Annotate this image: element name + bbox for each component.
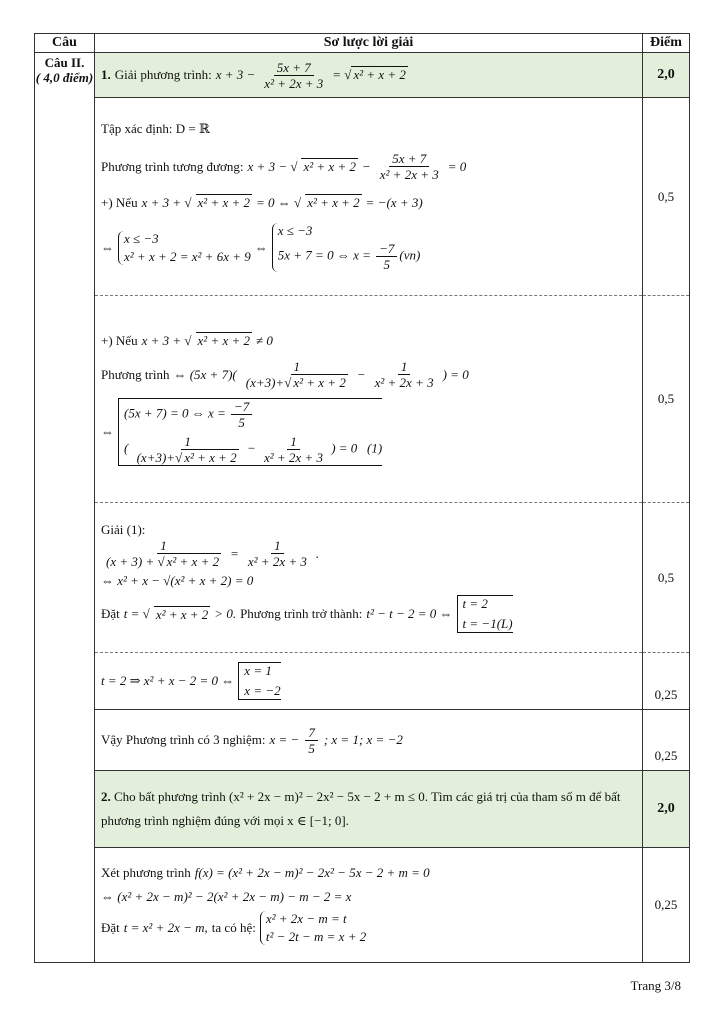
problem-1-num: 1. <box>101 67 111 82</box>
step-3-line-3: ⇔ x² + x − √(x² + x + 2) = 0 <box>101 573 254 588</box>
problem-2 <box>95 771 643 848</box>
step-2-line-2: Phương trình ⇔ (5x + 7)( $\frac{1}{\text{(x+3)+√ x² + x + 2}}$ − $\frac{1}{\text{x² + 2x + 3}}$ ) = 0 <box>101 359 469 390</box>
problem-1: 1. Giải phương trình: x + 3 − $\frac{5x + 7}{\text{x² + 2x + 3}}$ = √ x² + x + 2 <box>95 53 643 98</box>
step-7 <box>95 848 643 963</box>
points-step-1: 0,5 <box>643 98 690 296</box>
step-3-row <box>35 503 690 653</box>
points-step-2: 0,5 <box>643 296 690 503</box>
step-2-row <box>35 296 690 503</box>
step-1-row <box>35 98 690 296</box>
points-step-5: 0,25 <box>643 710 690 771</box>
problem-2-num: 2. <box>101 789 111 804</box>
step-3-line-2: $\frac{1}{\text{(x + 3) + √ x² + x + 2}}$ = $\frac{1}{\text{x² + 2x + 3}}$ . <box>106 538 320 569</box>
step-5 <box>95 710 643 771</box>
problem-2-text: Cho bất phương trình (x² + 2x − m)² − 2x² − 5x − 2 + m ≤ 0. Tìm các giá trị của tham số m để bất phương trình nghiệm đúng với mọi x ∈ [−1; 0]. <box>101 789 621 828</box>
header-cau: Câu <box>35 34 95 53</box>
question-points: ( 4,0 điểm) <box>35 70 94 85</box>
problem-2-row <box>35 771 690 848</box>
step-7-line-3: Đặt t = x² + 2x − m, ta có hệ: x² + 2x − m = t t² − 2t − m = x + 2 <box>101 911 367 944</box>
step-3-line-4: Đặt t = √ x² + x + 2 > 0. Phương trình trở thành: t² − t − 2 = 0 ⇔ t = 2 t = −1(L) <box>101 596 513 631</box>
points-problem-1: 2,0 <box>643 53 690 98</box>
step-4-row <box>35 653 690 710</box>
points-step-4: 0,25 <box>643 653 690 710</box>
points-step-7: 0,25 <box>643 848 690 963</box>
step-1-line-3: +) Nếu x + 3 + √ x² + x + 2 = 0 ⇔ √ x² + x + 2 = −(x + 3) <box>101 194 423 210</box>
step-1 <box>95 98 643 296</box>
header-diem: Điểm <box>643 34 690 53</box>
header-loi-giai: Sơ lược lời giải <box>95 34 643 53</box>
step-3-line-1: Giải (1): <box>101 522 146 537</box>
solution-table <box>34 33 690 963</box>
step-2-line-3: ⇔ (5x + 7) = 0 ⇔ x = $\frac{-7}{5}$ ( $\frac{1}{\text{(x+3)+√ x² + x + 2}}$ − $\frac{1}{\text{x² + 2x + 3}}$ ) = 0 (1) <box>101 399 383 465</box>
step-1-line-1: Tập xác định: D = ℝ <box>101 121 210 136</box>
step-1-line-2: Phương trình tương đương: x + 3 − √ x² + x + 2 − $\frac{5x + 7}{\text{x² + 2x + 3}}$ = 0 <box>101 151 467 182</box>
step-2-line-1: +) Nếu x + 3 + √ x² + x + 2 ≠ 0 <box>101 332 273 348</box>
question-label: Câu II. <box>44 55 85 70</box>
step-5-row <box>35 710 690 771</box>
points-problem-2: 2,0 <box>643 771 690 848</box>
step-7-line-2: ⇔ (x² + 2x − m)² − 2(x² + 2x − m) − m − 2 = x <box>101 889 352 904</box>
step-4-line-1: t = 2 ⇒ x² + x − 2 = 0 ⇔ x = 1 x = −2 <box>101 663 281 698</box>
step-4 <box>95 653 643 710</box>
step-3 <box>95 503 643 653</box>
step-5-line-1: Vậy Phương trình có 3 nghiệm: x = − $\frac{7}{5}$ ; x = 1; x = −2 <box>101 724 403 756</box>
points-step-3: 0,5 <box>643 503 690 653</box>
step-7-line-1: Xét phương trình f(x) = (x² + 2x − m)² − 2x² − 5x − 2 + m = 0 <box>101 865 430 880</box>
problem-1-text: Giải phương trình: <box>114 67 212 82</box>
table-header <box>35 34 690 53</box>
step-1-line-4: ⇔ x ≤ −3 x² + x + 2 = x² + 6x + 9 ⇔ x ≤ −3 5x + 7 = 0 ⇔ x = $\frac{-7}{5}$ (vn) <box>101 223 421 272</box>
step-2 <box>95 296 643 503</box>
question-cell <box>35 53 95 963</box>
step-7-row <box>35 848 690 963</box>
problem-1-row <box>35 53 690 98</box>
page-number: Trang 3/8 <box>630 978 681 993</box>
